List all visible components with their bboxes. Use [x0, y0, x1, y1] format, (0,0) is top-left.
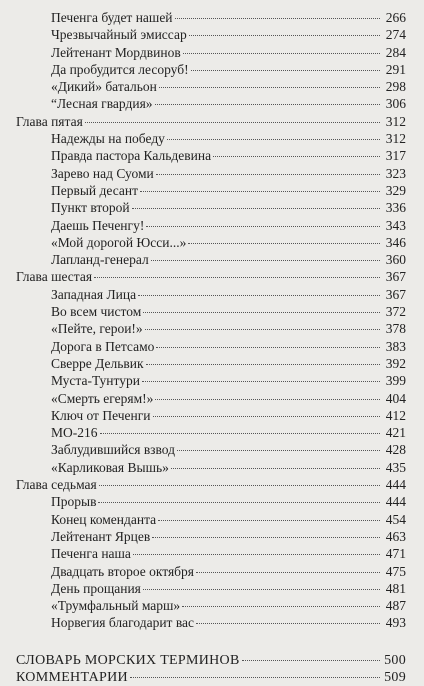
toc-page-number: 312 — [385, 131, 406, 147]
toc-page-number: 346 — [385, 234, 406, 250]
toc-entry-title: Прорыв — [51, 494, 97, 510]
toc-entry-title: Лейтенант Мордвинов — [51, 44, 181, 60]
toc-chapter-heading — [16, 268, 406, 285]
toc-page-number: 378 — [385, 321, 406, 337]
toc-page-number: 399 — [385, 373, 406, 389]
toc-entry-title: Двадцать второе октября — [51, 563, 194, 579]
toc-entry — [16, 424, 406, 441]
toc-chapter-heading — [16, 113, 406, 130]
toc-entry — [16, 580, 406, 597]
toc-entry — [16, 199, 406, 216]
toc-page-number: 336 — [385, 200, 406, 216]
toc-page-number: 454 — [385, 511, 406, 527]
toc-page-number: 323 — [385, 165, 406, 181]
toc-page-number: 493 — [385, 615, 406, 631]
toc-entry-title: Лейтенант Ярцев — [51, 528, 151, 544]
dot-leader — [138, 294, 380, 296]
toc-entry-title: «Пейте, герои!» — [51, 321, 143, 337]
toc-entry — [16, 165, 406, 182]
toc-entry-title: Норвегия благодарит вас — [51, 615, 194, 631]
dot-leader — [191, 69, 380, 71]
toc-entry — [16, 9, 406, 26]
toc-entry-title: «Трумфальный марш» — [51, 598, 181, 614]
toc-entry-title: Да пробудится лесоруб! — [51, 61, 189, 77]
dot-leader — [100, 432, 381, 434]
toc-entry — [16, 303, 406, 320]
toc-page-number: 500 — [384, 652, 406, 668]
dot-leader — [242, 659, 380, 661]
toc-entry — [16, 251, 406, 268]
toc-entry — [16, 130, 406, 147]
toc-page-number: 367 — [385, 269, 406, 285]
dot-leader — [133, 553, 380, 555]
toc-page-number: 266 — [385, 10, 406, 25]
toc-appendix-title: КОММЕНТАРИИ — [16, 669, 128, 685]
dot-leader — [99, 484, 380, 486]
toc-entry — [16, 234, 406, 251]
toc-page-number: 509 — [384, 669, 406, 685]
toc-entry-title: Лапланд-генерал — [51, 252, 149, 268]
toc-page-number: 444 — [385, 477, 406, 493]
toc-page-number: 487 — [385, 598, 406, 614]
toc-entry-title: Печенга будет нашей — [51, 10, 173, 25]
toc-entry-title: “Лесная гвардия» — [51, 96, 153, 112]
toc-entry-title: Муста-Тунтури — [51, 373, 140, 389]
toc-entry — [16, 355, 406, 372]
toc-entry — [16, 372, 406, 389]
toc-entry-title: Пункт второй — [51, 200, 130, 216]
toc-appendix-entry — [16, 669, 406, 686]
toc-chapter-title: Глава шестая — [16, 269, 93, 285]
toc-entry-title: Надежды на победу — [51, 131, 165, 147]
toc-entry-title: Дорога в Петсамо — [51, 338, 155, 354]
dot-leader — [140, 190, 380, 192]
toc-page-number: 471 — [385, 546, 406, 562]
toc-entry-title: Правда пастора Кальдевина — [51, 148, 212, 164]
section-spacer — [16, 632, 406, 652]
dot-leader — [132, 207, 380, 209]
toc-page-number: 284 — [385, 44, 406, 60]
toc-entry-title: «Смерть егерям!» — [51, 390, 154, 406]
dot-leader — [182, 605, 380, 607]
toc-entry — [16, 182, 406, 199]
dot-leader — [94, 276, 380, 278]
toc-appendix-title: СЛОВАРЬ МОРСКИХ ТЕРМИНОВ — [16, 652, 240, 668]
toc-page-number: 463 — [385, 528, 406, 544]
toc-entry — [16, 563, 406, 580]
dot-leader — [196, 622, 380, 624]
dot-leader — [153, 415, 381, 417]
toc-page-number: 372 — [385, 304, 406, 320]
toc-entry-title: «Мой дорогой Юсси...» — [51, 234, 187, 250]
toc-entry — [16, 597, 406, 614]
dot-leader — [143, 311, 380, 313]
toc-entry-title: Сверре Дельвик — [51, 355, 144, 371]
toc-entry — [16, 78, 406, 95]
dot-leader — [145, 328, 380, 330]
toc-page-number: 392 — [385, 355, 406, 371]
dot-leader — [196, 571, 380, 573]
toc-page-number: 343 — [385, 217, 406, 233]
toc-entry-title: Зарево над Суоми — [51, 165, 154, 181]
dot-leader — [151, 259, 380, 261]
dot-leader — [159, 86, 380, 88]
dot-leader — [155, 103, 380, 105]
toc-page-number: 312 — [385, 113, 406, 129]
toc-entry — [16, 528, 406, 545]
toc-entry — [16, 338, 406, 355]
toc-page-number: 435 — [385, 459, 406, 475]
toc-entry — [16, 320, 406, 337]
toc-entry-title: Первый десант — [51, 182, 139, 198]
toc-chapter-title: Глава пятая — [16, 113, 83, 129]
toc-page-number: 444 — [385, 494, 406, 510]
toc-page-number: 404 — [385, 390, 406, 406]
dot-leader — [146, 363, 380, 365]
toc-entry — [16, 614, 406, 631]
toc-entry — [16, 390, 406, 407]
toc-entry-title: Конец коменданта — [51, 511, 157, 527]
toc-page-number: 298 — [385, 79, 406, 95]
dot-leader — [213, 155, 380, 157]
toc-page-number: 475 — [385, 563, 406, 579]
toc-page-number: 367 — [385, 286, 406, 302]
toc-entry-title: Печенга наша — [51, 546, 131, 562]
toc-page-number: 481 — [385, 580, 406, 596]
toc-entry-title: «Карликовая Вышь» — [51, 459, 169, 475]
toc-entry — [16, 545, 406, 562]
dot-leader — [156, 173, 380, 175]
dot-leader — [98, 501, 380, 503]
dot-leader — [175, 17, 380, 19]
dot-leader — [183, 52, 380, 54]
toc-chapter-heading — [16, 476, 406, 493]
toc-page-number: 329 — [385, 182, 406, 198]
toc-chapter-title: Глава седьмая — [16, 477, 97, 493]
toc-entry — [16, 286, 406, 303]
toc-entry-title: «Дикий» батальон — [51, 79, 157, 95]
dot-leader — [156, 346, 380, 348]
toc-page-number: 317 — [385, 148, 406, 164]
toc-page-number: 383 — [385, 338, 406, 354]
toc-entry — [16, 407, 406, 424]
toc-page-number: 412 — [385, 407, 406, 423]
toc-entry — [16, 44, 406, 61]
dot-leader — [152, 536, 380, 538]
dot-leader — [188, 242, 380, 244]
toc-entry — [16, 493, 406, 510]
dot-leader — [171, 467, 380, 469]
toc-entry-title: Во всем чистом — [51, 304, 142, 320]
toc-entry-title: Даешь Печенгу! — [51, 217, 145, 233]
toc-page-number: 421 — [385, 425, 406, 441]
toc-appendix-entry — [16, 652, 406, 669]
toc-entry-title: День прощания — [51, 580, 141, 596]
toc-entry — [16, 441, 406, 458]
dot-leader — [177, 449, 380, 451]
toc-entry — [16, 459, 406, 476]
toc-page-number: 274 — [385, 27, 406, 43]
dot-leader — [167, 138, 380, 140]
dot-leader — [189, 34, 380, 36]
dot-leader — [155, 398, 380, 400]
dot-leader — [158, 519, 380, 521]
toc-entry — [16, 147, 406, 164]
toc-page-number: 428 — [385, 442, 406, 458]
toc-entry — [16, 26, 406, 43]
toc-page-number: 306 — [385, 96, 406, 112]
table-of-contents — [16, 9, 406, 686]
toc-entry — [16, 217, 406, 234]
toc-entry — [16, 61, 406, 78]
toc-entry — [16, 95, 406, 112]
toc-entry-title: Чрезвычайный эмиссар — [51, 27, 187, 43]
toc-entry-title: МО-216 — [51, 425, 98, 441]
dot-leader — [142, 380, 380, 382]
dot-leader — [143, 588, 380, 590]
toc-entry — [16, 511, 406, 528]
toc-page-number: 360 — [385, 252, 406, 268]
toc-page-number: 291 — [385, 61, 406, 77]
toc-entry-title: Западная Лица — [51, 286, 137, 302]
toc-entry-title: Заблудившийся взвод — [51, 442, 176, 458]
toc-entry-title: Ключ от Печенги — [51, 407, 151, 423]
dot-leader — [85, 121, 380, 123]
dot-leader — [146, 225, 380, 227]
